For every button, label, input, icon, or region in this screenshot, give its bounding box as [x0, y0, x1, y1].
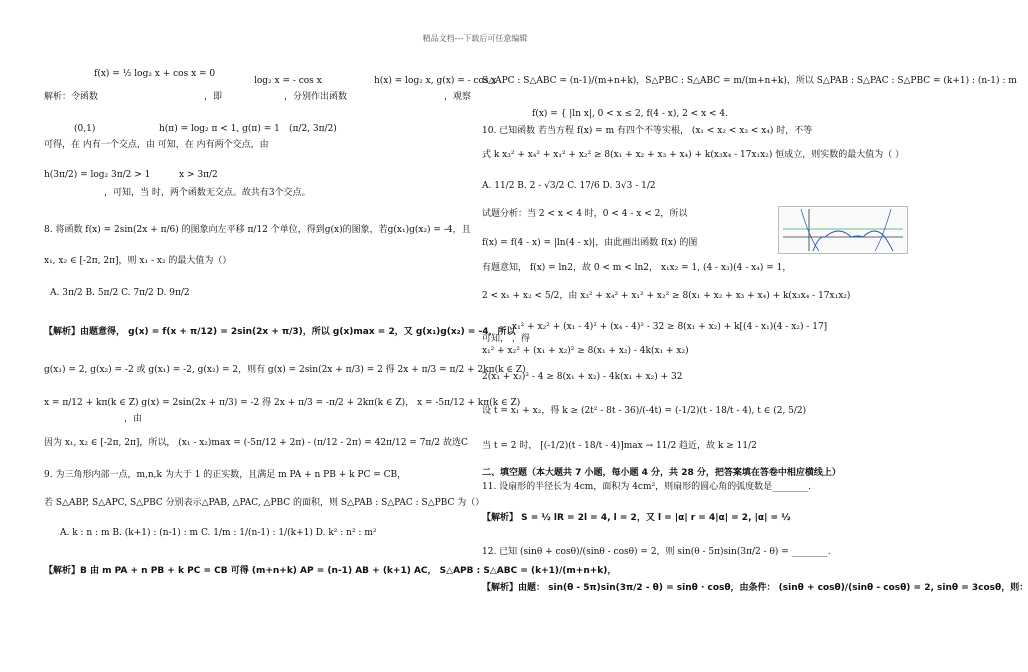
right-text-line: A. 11/2 B. 2 - √3/2 C. 17/6 D. 3√3 - 1/2	[482, 181, 656, 191]
right-text-line: 【解析】由题： sin(θ - 5π)sin(3π/2 - θ) = sinθ · cosθ，由条件： (sinθ + cosθ)/(sinθ - cosθ) = 2, sinθ = 3cosθ，则：	[482, 583, 1028, 593]
left-text-line: h(π) = log₂ π < 1, g(π) = 1	[159, 124, 280, 134]
right-text-line: 试题分析：当 2 < x < 4 时，0 < 4 - x < 2，所以	[482, 209, 688, 219]
right-text-line: 有题意知， f(x) = ln2，故 0 < m < ln2， x₁x₂ = 1, (4 - x₃)(4 - x₄) = 1，	[482, 263, 792, 273]
left-text-line: f(x) = ½ log₂ x + cos x = 0	[94, 69, 216, 79]
left-text-line: A. 3π/2 B. 5π/2 C. 7π/2 D. 9π/2	[50, 288, 190, 298]
right-text-line: 二、填空题（本大题共 7 小题，每小题 4 分，共 28 分，把答案填在答卷中相应横线上）	[482, 468, 841, 478]
right-text-line: f(x) = f(4 - x) = |ln(4 - x)|，由此画出函数 f(x) 的图	[482, 238, 698, 248]
right-text-line: 当 t = 2 时， [(-1/2)(t - 18/t - 4)]max → 11/2 趋近，故 k ≥ 11/2	[482, 441, 757, 451]
function-graph-figure	[778, 206, 908, 254]
right-text-line: x₁² + x₂² + (x₁ - 4)² + (x₄ - 4)² - 32 ≥ 8(x₁ + x₂) + k[(4 - x₁)(4 - x₂) - 17]	[512, 322, 828, 332]
page-header: 精品文档---下载后可任意编辑	[422, 34, 528, 43]
left-text-line: 【解析】由题意得， g(x) = f(x + π/12) = 2sin(2x + π/3)，所以 g(x)max = 2，又 g(x₁)g(x₂) = -4，所以	[44, 327, 516, 337]
left-text-line: (π/2, 3π/2)	[289, 124, 337, 134]
right-text-line: 2(x₁ + x₂)² - 4 ≥ 8(x₁ + x₂) - 4k(x₁ + x₂) + 32	[482, 372, 683, 382]
left-text-line: 解析：令函数	[44, 92, 99, 102]
left-text-line: 因为 x₁, x₂ ∈ [-2π, 2π]，所以， (x₁ - x₂)max = (-5π/12 + 2π) - (π/12 - 2π) = 42π/12 = 7π/2 故选C	[44, 438, 468, 448]
right-text-line: x₁² + x₂² + (x₁ + x₂)² ≥ 8(x₁ + x₂) - 4k(x₁ + x₂)	[482, 346, 689, 356]
left-text-line: (0,1)	[74, 124, 96, 134]
left-text-line: 【解析】B 由 m PA + n PB + k PC = CB 可得 (m+n+k) AP = (n-1) AB + (k+1) AC， S△APB : S△ABC = (k+1)/(m+n+k)，	[44, 566, 617, 576]
left-text-line: ，即	[204, 92, 223, 102]
right-text-line: 可知， ，得	[482, 334, 530, 344]
right-text-line: 式 k x₃² + x₄² + x₁² + x₂² ≥ 8(x₁ + x₂ + x₃ + x₄) + k(x₃x₄ - 17x₁x₂) 恒成立，则实数的最大值为（ ）	[482, 150, 905, 160]
right-text-line: 10. 已知函数 若当方程 f(x) = m 有四个不等实根， (x₁ < x₂ < x₃ < x₄) 时，不等	[482, 126, 813, 136]
left-text-line: 9. 为三角形内部一点，m,n,k 为大于 1 的正实数，且满足 m PA + n PB + k PC = CB，	[44, 470, 407, 480]
left-text-line: x = π/12 + kπ(k ∈ Z) g(x) = 2sin(2x + π/3) = -2 得 2x + π/3 = -π/2 + 2kπ(k ∈ Z)， x = -5π/12 + kπ(k ∈ Z)	[44, 398, 521, 408]
left-text-line: 8. 将函数 f(x) = 2sin(2x + π/6) 的图象向左平移 π/12 个单位，得到g(x)的图象，若g(x₁)g(x₂) = -4，且	[44, 225, 471, 235]
left-text-line: ，可知，当 时，两个函数无交点。故共有3个交点。	[104, 188, 311, 198]
left-text-line: h(x) = log₂ x, g(x) = - cos x	[374, 76, 497, 86]
left-text-line: g(x₁) = 2, g(x₂) = -2 或 g(x₁) = -2, g(x₂) = 2，则有 g(x) = 2sin(2x + π/3) = 2 得 2x + π/3 = π/2 + 2kπ(k ∈ Z)	[44, 365, 526, 375]
left-text-line: 可得，在 内有一个交点，由 可知，在 内有两个交点，由	[44, 140, 269, 150]
left-text-line: ，由	[124, 414, 143, 424]
right-text-line: f(x) = { |ln x|, 0 < x ≤ 2, f(4 - x), 2 < x < 4.	[532, 109, 729, 119]
left-text-line: ，分别作出函数	[284, 92, 348, 102]
right-text-line: 2 < x₁ + x₂ < 5/2，由 x₃² + x₄² + x₁² + x₂² ≥ 8(x₁ + x₂ + x₃ + x₄) + k(x₃x₄ - 17x₁x₂)	[482, 291, 851, 301]
left-text-line: ，观察	[444, 92, 472, 102]
right-text-line: 11. 设扇形的半径长为 4cm，面积为 4cm²，则扇形的圆心角的弧度数是________.	[482, 482, 811, 492]
left-text-line: h(3π/2) = log₂ 3π/2 > 1	[44, 170, 151, 180]
left-text-line: A. k : n : m B. (k+1) : (n-1) : m C. 1/m : 1/(n-1) : 1/(k+1) D. k² : n² : m²	[60, 528, 377, 538]
right-text-line: S△APC : S△ABC = (n-1)/(m+n+k)，S△PBC : S△ABC = m/(m+n+k)，所以 S△PAB : S△PAC : S△PBC = (k+1) : (n-1) : m	[482, 76, 1017, 86]
right-text-line: 设 t = x₁ + x₂，得 k ≥ (2t² - 8t - 36)/(-4t) = (-1/2)(t - 18/t - 4), t ∈ (2, 5/2)	[482, 406, 807, 416]
right-text-line: 12. 已知 (sinθ + cosθ)/(sinθ - cosθ) = 2，则 sin(θ - 5π)sin(3π/2 - θ) = ________.	[482, 547, 831, 557]
left-text-line: x > 3π/2	[179, 170, 218, 180]
right-text-line: 【解析】 S = ½ lR = 2l = 4, l = 2，又 l = |α| r = 4|α| = 2, |α| = ½	[482, 513, 791, 523]
function-graph	[779, 207, 907, 253]
left-text-line: x₁, x₂ ∈ [-2π, 2π]，则 x₁ - x₂ 的最大值为（）	[44, 256, 232, 266]
left-text-line: 若 S△ABP, S△APC, S△PBC 分别表示△PAB, △PAC, △PBC 的面积，则 S△PAB : S△PAC : S△PBC 为（）	[44, 498, 485, 508]
left-text-line: log₂ x = - cos x	[254, 76, 322, 86]
